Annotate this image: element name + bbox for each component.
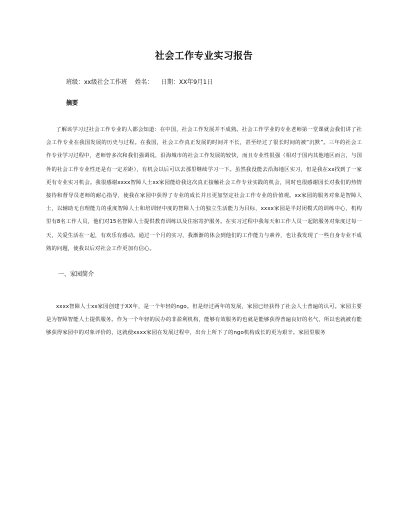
abstract-heading: 摘要 [66,100,79,107]
meta-name: 姓名： [135,79,154,86]
abstract-paragraph: 了解该学习过社会工作专业的人都会知道：在中国，社会工作发展并不成熟。社会工作学业的专业老师第一堂课就会我们讲了社会工作专业在我国发展的历史与过程。在我国，社会工作真正发展的时间并不长，甚至经过了很长时间的被“沉默”。三年的社会工作专业学习过程中，老师曾多次和我们强调说，沿海城市的社会工作发展的较快，而且专业性很强（相对于国内其他地区而言，与国外的社会工作专业性还是有一定差距），有机会以后可以去那里继续学习一下。虽然我没能去沿海地区实习，但是我在xx找到了一家更有专业实习机会。我很感谢xxxx智障人士xx家园能给我这次真正接触社会工作专业实践的机会，同时也很感谢园长对我们的热情接待和督导员老师的耐心指导，使我在家园中获得了专业的成长并且更加坚定社会工作专业的价值观。xx家园的服务对象是智障人士，以辅助无自理能力的重度智障人士和培训轻中度的智障人士的独立生活能力为目标，xxxx家园是半封闭模式的训练中心，机构里有8名工作人员，他们对15名智障人士提供教育训练以及住宿寄护服务。在实习过程中我每天和工作人员一起陪服务对象度过每一天，关爱生活在一起，有欢乐有感动。通过一个月的实习，我渐渐的体会到他们的工作能力与素养，也让我发现了一些自身专业不成熟的问题，使我以后对社会工作更加有信心。 [46,127,362,252]
document-title: 社会工作专业实习报告 [154,51,253,62]
section-heading-intro: 一、家园简介 [58,271,95,279]
meta-class: 班级：xx级社会工作班 [66,79,128,86]
meta-date: 日期：XX年9月1日 [160,79,213,86]
section-paragraph-intro: xxxx智障人士xx家园创建于XX年，是一个年轻的ngo。但是经过两年的发展，家园已经获得了社会人士普遍的认可。家园主要是为智障智能人士提供服务。作为一个年轻的民办的非盈利机构，能够有效服务的也就是能够获得普遍良好的名气，所以也就被有能够获得家园中的对象评价的，这就使xxxx家园在发展过程中，出台上所下了的ngo机构成长的更为艰辛。家园里服务 [46,304,362,337]
document-meta [46,78,362,87]
